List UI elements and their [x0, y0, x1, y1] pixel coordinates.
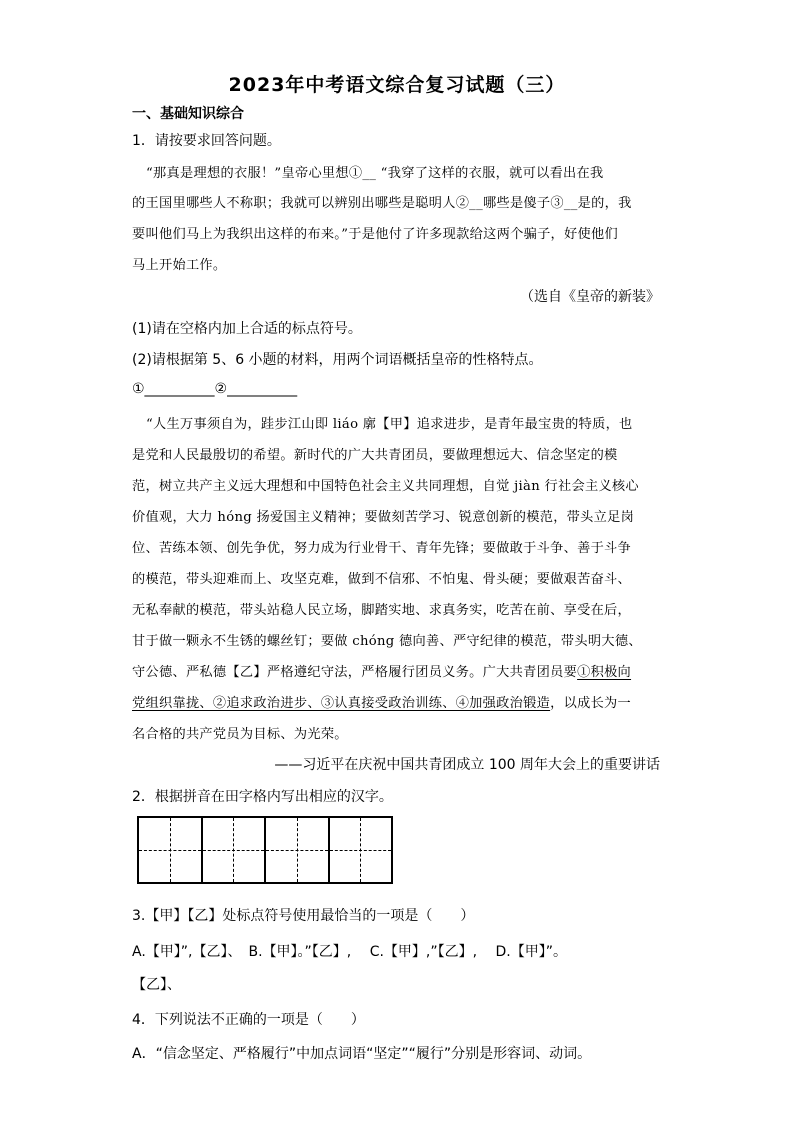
q1-passage-line: 马上开始工作。	[132, 258, 227, 273]
q1-passage-line: 要叫他们马上为我织出这样的布来。”于是他付了许多现款给这两个骗子，好使他们	[132, 227, 618, 242]
passage2-line: 价值观，大力 hóng 扬爱国主义精神；要做刻苦学习、锐意创新的模范，带头立足岗	[132, 510, 635, 525]
q3-options-wrap: 【乙】、	[132, 977, 181, 993]
passage2-line: 是党和人民最殷切的希望。新时代的广大共青团员，要做理想远大、信念坚定的模	[132, 448, 618, 463]
passage2-line: 范，树立共产主义远大理想和中国特色社会主义共同理想，自觉 jiàn 行社会主义核心	[132, 479, 639, 494]
grid-cell[interactable]	[203, 818, 267, 882]
passage2-line-9	[132, 661, 631, 680]
q1-answer-blanks: ①__________②__________	[132, 381, 298, 397]
grid-cell[interactable]	[330, 818, 392, 882]
q3-options: A.【甲】”,【乙】、 B.【甲】。”【乙】, C.【甲】,”【乙】, D.【甲】”。	[132, 944, 568, 960]
q3-stem: 3.【甲】【乙】处标点符号使用最恰当的一项是（ ）	[132, 908, 475, 924]
page-title: 2023年中考语文综合复习试题（三）	[228, 74, 566, 96]
passage2-line: 无私奉献的模范，带头站稳人民立场，脚踏实地、求真务实，吃苦在前、享受在后，	[132, 603, 632, 618]
passage2-line-text: ，以成长为一	[550, 696, 632, 711]
passage2-line-10	[132, 692, 631, 711]
q1-passage-line: “那真是理想的衣服！”皇帝心里想①__ “我穿了这样的衣服，就可以看出在我	[146, 166, 604, 181]
q1-sub2: (2)请根据第 5、6 小题的材料，用两个词语概括皇帝的性格特点。	[132, 352, 543, 368]
passage2-source: ——习近平在庆祝中国共青团成立 100 周年大会上的重要讲话	[274, 757, 660, 773]
q4-option-a: A．“信念坚定、严格履行”中加点词语“坚定”“履行”分别是形容词、动词。	[132, 1046, 592, 1062]
passage2-underlined-text: ①积极向	[577, 665, 632, 680]
grid-cell[interactable]	[139, 818, 203, 882]
q1-stem: 1．请按要求回答问题。	[132, 133, 281, 149]
passage2-underlined-text: 党组织靠拢、②追求政治进步、③认真接受政治训练、④加强政治锻造	[132, 696, 551, 711]
grid-cell[interactable]	[266, 818, 330, 882]
q1-source: （选自《皇帝的新装》	[520, 289, 660, 305]
passage2-line-text: 守公德、严私德【乙】严格遵纪守法，严格履行团员义务。广大共青团员要	[132, 665, 578, 680]
passage2-line: 位、苦练本领、创先争优，努力成为行业骨干、青年先锋；要做敢于斗争、善于斗争	[132, 541, 632, 556]
passage2-line: 名合格的共产党员为目标、为光荣。	[132, 727, 348, 742]
passage2-line: 甘于做一颗永不生锈的螺丝钉；要做 chóng 德向善、严守纪律的模范，带头明大德、	[132, 634, 642, 649]
section-heading: 一、基础知识综合	[132, 106, 244, 122]
passage2-line: “人生万事须自为，跬步江山即 liáo 廓【甲】追求进步，是青年最宝贵的特质，也	[146, 417, 633, 432]
passage2-line: 的模范，带头迎难而上、攻坚克难，做到不信邪、不怕鬼、骨头硬；要做艰苦奋斗、	[132, 572, 632, 587]
q4-stem: 4．下列说法不正确的一项是（ ）	[132, 1012, 365, 1028]
tianzige-grid[interactable]	[137, 816, 393, 884]
q1-passage-line: 的王国里哪些人不称职；我就可以辨别出哪些是聪明人②__哪些是傻子③__是的，我	[132, 196, 632, 211]
q1-sub1: (1)请在空格内加上合适的标点符号。	[132, 321, 362, 337]
q2-stem: 2．根据拼音在田字格内写出相应的汉字。	[132, 789, 393, 805]
